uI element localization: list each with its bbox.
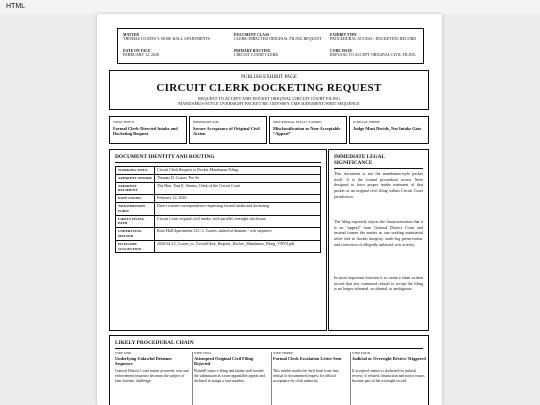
row-value: Thomas D. Coates, Pro Se (155, 174, 321, 182)
tag-label: WHAT THIS IS (113, 120, 135, 124)
document-class-value: CLERK-DIRECTED ORIGINAL FILING REQUEST (234, 36, 322, 41)
table-row (116, 202, 321, 215)
table-row (116, 215, 321, 228)
table-row (116, 182, 321, 195)
procedural-chain-section (109, 335, 429, 405)
section-divider (115, 348, 423, 349)
title-bar (0, 0, 540, 14)
app-title: HTML (6, 3, 26, 10)
tag-label: JUDICIAL THEME (353, 120, 380, 124)
step-three (271, 351, 349, 405)
table-row (116, 174, 321, 182)
core-issue-value: REFUSAL TO ACCEPT ORIGINAL CIVIL FILING (330, 52, 416, 57)
routing-label: PRIMARY ROUTING (234, 49, 271, 53)
section-divider (115, 162, 321, 163)
legal-significance-section (328, 149, 429, 331)
row-value: The Hon. Tina E. Simms, Clerk of the Circuit Court (155, 182, 321, 195)
legal-paragraph-1: This document is not the mandamus-style packet itself. It is the formal procedural access letter designed to force proper intake treatment of that packet as an original civil filing within Circuit Court jurisdiction. (334, 171, 423, 199)
matter-label: MATTER (123, 33, 140, 37)
date-field (123, 49, 233, 58)
tag-value: Secure Acceptance of Original Civil Action (193, 126, 260, 137)
tag-procedural-fault (269, 116, 347, 144)
step-title: Underlying Unlawful Detainer Sequence (115, 356, 172, 367)
core-issue-field (330, 49, 420, 58)
row-value: Circuit Clerk Request to Docket Mandamus Filing (155, 167, 321, 175)
row-value: 2026-02-12_Coates_to_CircuitClerk_Request_Docket_Mandamus_Filing_VBVA.pdf (155, 240, 321, 253)
date-label: DATE ON FACE (123, 49, 151, 53)
step-title: Formal Clerk Escalation Letter Sent (273, 356, 342, 361)
row-key: UNDERLYING MATTER (116, 228, 155, 241)
step-four (350, 351, 428, 405)
row-value: Rose Hall Apartments LLC v. Coates, unlawful detainer / writ sequence (155, 228, 321, 241)
matter-value: THOMAS COATES V. ROSE HALL APARTMENTS (123, 36, 210, 41)
metadata-header (117, 28, 424, 64)
tag-value: Misclassification as Non-Acceptable “Appeal” (273, 126, 341, 137)
step-title: Attempted Original Civil Filing Rejected (194, 356, 254, 367)
tag-value: Judge Must Decide, Not Intake Gate (353, 126, 422, 131)
step-two (192, 351, 270, 405)
step-one (113, 351, 191, 405)
step-label: STEP ONE (115, 351, 132, 355)
matter-field (123, 33, 233, 42)
table-row (116, 195, 321, 203)
title-kicker: PUBLISH EXHIBIT PAGE (241, 75, 297, 80)
step-body: Plaintiff states e-filing and intake staff treated the submission as a non-appealable appeal and declined to assign a case number. (194, 369, 265, 384)
tag-immediate-aim (189, 116, 267, 144)
section-divider (334, 168, 423, 169)
identity-heading: DOCUMENT IDENTITY AND ROUTING (115, 154, 215, 160)
identity-table (115, 166, 321, 253)
tag-value: Formal Clerk-Directed Intake and Docketing Request (113, 126, 178, 137)
exhibit-type-value: PROCEDURAL ACCESS / DOCKETING RECORD (330, 36, 417, 41)
row-key: WORKING TITLE (116, 167, 155, 175)
table-row (116, 240, 321, 253)
tag-judicial-theme (349, 116, 429, 144)
row-key: FILENAME SUGGESTION (116, 240, 155, 253)
table-row (116, 167, 321, 175)
row-value: Direct written correspondence requesting formal intake and docketing (155, 202, 321, 215)
step-label: STEP FOUR (352, 351, 371, 355)
tag-label: IMMEDIATE AIM (193, 120, 219, 124)
row-key: APPARENT SENDER (116, 174, 155, 182)
step-title: Judicial or Oversight Review Triggered (352, 356, 426, 361)
legal-heading: IMMEDIATE LEGAL SIGNIFICANCE (334, 154, 385, 166)
identity-routing-section (109, 149, 327, 331)
step-label: STEP TWO (194, 351, 211, 355)
document-class-label: DOCUMENT CLASS (234, 33, 270, 37)
row-key: TRANSMISSION FORM (116, 202, 155, 215)
row-value: February 12, 2026 (155, 195, 321, 203)
row-key: APPARENT RECIPIENT (116, 182, 155, 195)
tag-label: PROCEDURAL FAULT CLAIMED (273, 120, 322, 124)
date-value: FEBRUARY 12, 2026 (123, 52, 159, 57)
exhibit-type-field (330, 33, 420, 42)
step-label: STEP THREE (273, 351, 294, 355)
legal-paragraph-3: Its most important function is to create a clean written record that any continued refusal to accept the filing is no longer informal, accidental, or ambiguous. (334, 275, 423, 292)
core-issue-label: CORE ISSUE (330, 49, 353, 53)
row-key: DATE FOUND (116, 195, 155, 203)
title-subtitle-1: REQUEST TO ACCEPT AND DOCKET ORIGINAL CIRCUIT COURT FILING (197, 96, 341, 101)
title-subtitle-2: MANDAMUS-STYLE OVERSIGHT PACKET RE: ODYSSEY CMS JUDGMENT/WRIT SEQUENCE (178, 101, 360, 106)
document-class-field (234, 33, 322, 42)
title-block (109, 70, 429, 110)
chain-heading: LIKELY PROCEDURAL CHAIN (115, 340, 194, 346)
page-title: CIRCUIT CLERK DOCKETING REQUEST (156, 82, 382, 94)
document-page (97, 14, 442, 405)
routing-field (234, 49, 322, 58)
row-key: LIKELY FILING PATH (116, 215, 155, 228)
row-value: Circuit Court original civil intake, with parallel oversight disclosure (155, 215, 321, 228)
exhibit-type-label: EXHIBIT TYPE (330, 33, 357, 37)
step-body: If accepted, matter is docketed for judicial review; if refused, obstruction and notice issues become part of the oversight record. (352, 369, 425, 384)
step-body: General District Court matter proceeds, writ and enforcement sequence becomes the subject of later forensic challenge. (115, 369, 189, 384)
routing-value: CIRCUIT COURT CLERK (234, 52, 279, 57)
step-body: This exhibit marks the shift from front-line refusal to documented request for official acceptance by clerk authority. (273, 369, 339, 384)
table-row (116, 228, 321, 241)
legal-paragraph-2: The filing expressly rejects the characterization that it is an “appeal” from General District Court and instead frames the matter as one seeking ministerial relief tied to docket integrity, audit-log preservation, and correction of allegedly unlawful writ activity. (334, 219, 423, 247)
tag-what-this-is (109, 116, 187, 144)
